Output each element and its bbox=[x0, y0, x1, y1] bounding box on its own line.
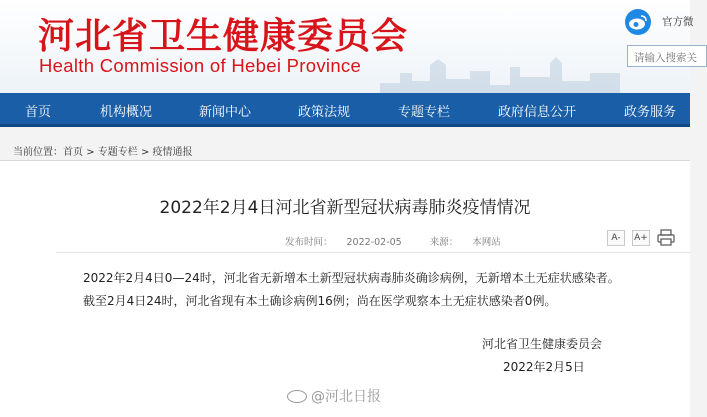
article-paragraph: 2022年2月4日0—24时，河北省无新增本土新型冠状病毒肺炎确诊病例，无新增本土无症状感染者。 bbox=[83, 271, 620, 285]
breadcrumb-epidemic[interactable]: 疫情通报 bbox=[152, 147, 193, 158]
nav-item-about[interactable]: 机构概况 bbox=[100, 105, 153, 120]
search-input[interactable]: 请输入搜索关 bbox=[627, 45, 707, 67]
weibo-label[interactable]: 官方微 bbox=[662, 16, 694, 28]
article-paragraph: 截至2月4日24时，河北省现有本土确诊病例16例；尚在医学观察本土无症状感染者0例。 bbox=[83, 294, 557, 308]
nav-item-services[interactable]: 政务服务 bbox=[624, 105, 677, 120]
publish-date: 2022-02-05 bbox=[346, 237, 402, 248]
breadcrumb-separator: > bbox=[86, 147, 95, 158]
nav-item-news[interactable]: 新闻中心 bbox=[199, 105, 252, 120]
site-title-en: Health Commission of Hebei Province bbox=[39, 55, 362, 76]
breadcrumb-special[interactable]: 专题专栏 bbox=[97, 147, 138, 158]
source-label: 来源： bbox=[429, 237, 459, 248]
skyline-decoration bbox=[380, 55, 620, 93]
source-value: 本网站 bbox=[472, 237, 501, 248]
print-icon[interactable] bbox=[657, 229, 675, 250]
signature-org: 河北省卫生健康委员会 bbox=[482, 337, 603, 351]
article-meta bbox=[285, 234, 529, 248]
breadcrumb-home[interactable]: 首页 bbox=[63, 147, 83, 158]
article-panel bbox=[0, 161, 690, 417]
font-increase-button[interactable]: A+ bbox=[632, 230, 650, 246]
site-header bbox=[0, 0, 697, 93]
font-decrease-button[interactable]: A- bbox=[607, 230, 625, 246]
breadcrumb bbox=[13, 143, 193, 158]
watermark bbox=[287, 386, 381, 406]
main-nav bbox=[0, 93, 690, 127]
site-title-cn[interactable]: 河北省卫生健康委员会 bbox=[38, 16, 409, 57]
weibo-icon[interactable] bbox=[625, 9, 651, 35]
watermark-text: @河北日报 bbox=[311, 389, 381, 405]
breadcrumb-prefix: 当前位置： bbox=[13, 147, 63, 158]
nav-item-gov-info[interactable]: 政府信息公开 bbox=[498, 105, 577, 120]
nav-item-special[interactable]: 专题专栏 bbox=[398, 105, 451, 120]
publish-label: 发布时间： bbox=[285, 237, 333, 248]
meta-divider bbox=[56, 252, 690, 253]
breadcrumb-separator: > bbox=[140, 147, 150, 158]
nav-item-home[interactable]: 首页 bbox=[25, 105, 52, 120]
signature-date: 2022年2月5日 bbox=[503, 360, 585, 374]
weibo-watermark-icon bbox=[287, 390, 307, 403]
article-title: 2022年2月4日河北省新型冠状病毒肺炎疫情情况 bbox=[159, 198, 531, 218]
nav-item-policy[interactable]: 政策法规 bbox=[298, 105, 351, 120]
